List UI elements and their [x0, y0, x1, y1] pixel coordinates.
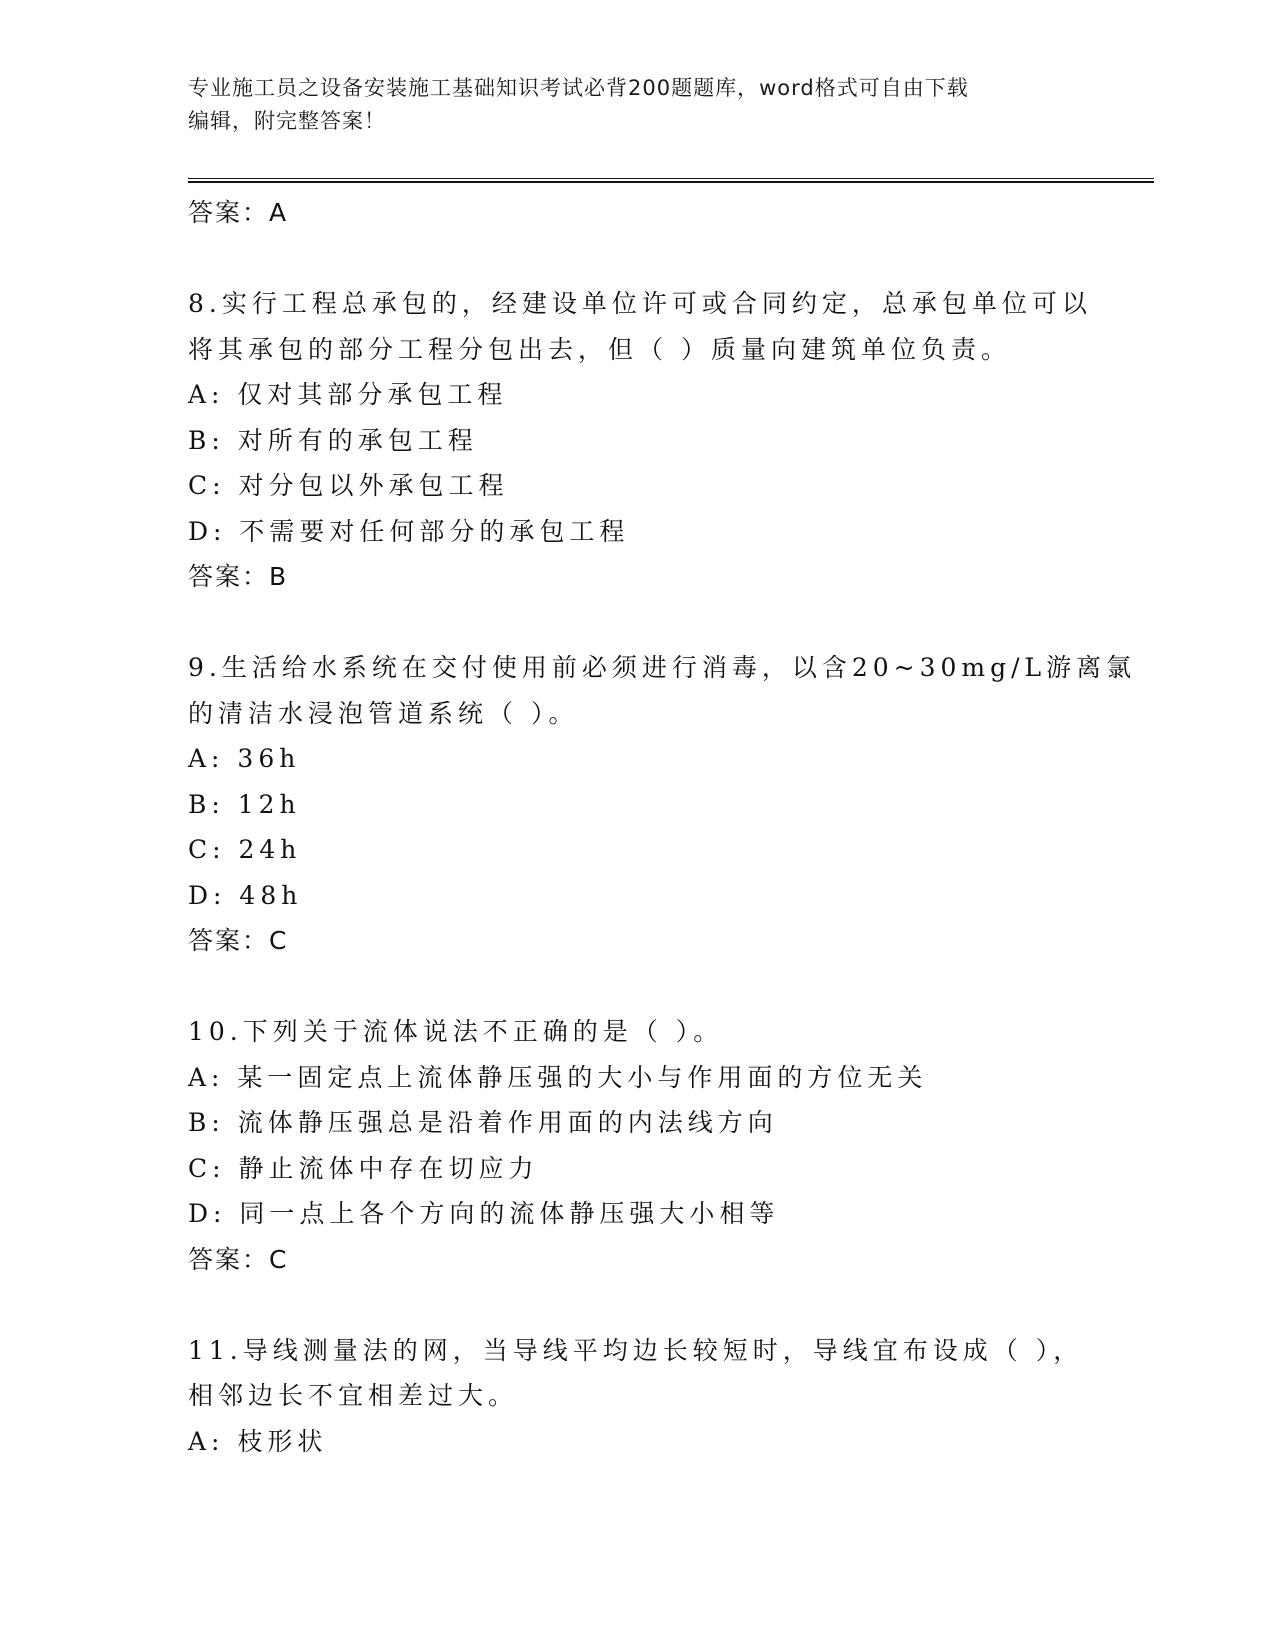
spacer	[188, 1282, 1068, 1328]
option-c: C: 对分包以外承包工程	[188, 471, 509, 500]
answer-line: 答案：C	[188, 1244, 289, 1274]
spacer	[188, 600, 1068, 646]
question-9	[188, 645, 1137, 964]
answer-line: 答案：A	[188, 198, 289, 227]
option-a: A: 36h	[188, 744, 301, 773]
option-d: D: 不需要对任何部分的承包工程	[188, 516, 630, 546]
question-list	[188, 190, 1137, 1464]
question-stem-line: 8.实行工程总承包的，经建设单位许可或合同约定，总承包单位可以	[188, 289, 1092, 318]
question-stem-line: 11.导线测量法的网，当导线平均边长较短时，导线宜布设成（ ），	[188, 1335, 1084, 1365]
option-a: A: 枝形状	[188, 1426, 328, 1456]
document-header	[188, 72, 1088, 138]
answer-line: 答案：C	[188, 926, 289, 955]
header-title-line-2: 编辑，附完整答案！	[188, 109, 386, 133]
option-a: A: 仅对其部分承包工程	[188, 380, 508, 409]
spacer	[188, 964, 1068, 1010]
question-8	[188, 281, 1092, 600]
option-a: A: 某一固定点上流体静压强的大小与作用面的方位无关	[188, 1062, 928, 1092]
option-c: C: 静止流体中存在切应力	[188, 1153, 539, 1183]
question-stem-line: 的清洁水浸泡管道系统（ ）。	[188, 698, 579, 728]
question-stem-line: 10.下列关于流体说法不正确的是（ ）。	[188, 1017, 724, 1046]
option-b: B: 对所有的承包工程	[188, 425, 478, 455]
question-11	[188, 1328, 1084, 1465]
option-d: D: 同一点上各个方向的流体静压强大小相等	[188, 1199, 780, 1228]
option-c: C: 24h	[188, 835, 302, 864]
question-10	[188, 1009, 1068, 1282]
answer-line: 答案：B	[188, 562, 289, 591]
option-b: B: 12h	[188, 789, 301, 819]
option-b: B: 流体静压强总是沿着作用面的内法线方向	[188, 1108, 778, 1137]
question-stem-line: 相邻边长不宜相差过大。	[188, 1381, 519, 1410]
question-stem-line: 将其承包的部分工程分包出去，但（ ）质量向建筑单位负责。	[188, 334, 1011, 364]
header-divider	[188, 178, 1154, 183]
question-stem-line: 9.生活给水系统在交付使用前必须进行消毒，以含20~30mg/L游离氯	[188, 653, 1137, 682]
option-d: D: 48h	[188, 880, 303, 910]
spacer	[188, 236, 1068, 282]
header-title-line-1: 专业施工员之设备安装施工基础知识考试必背200题题库，word格式可自由下载	[188, 76, 969, 100]
